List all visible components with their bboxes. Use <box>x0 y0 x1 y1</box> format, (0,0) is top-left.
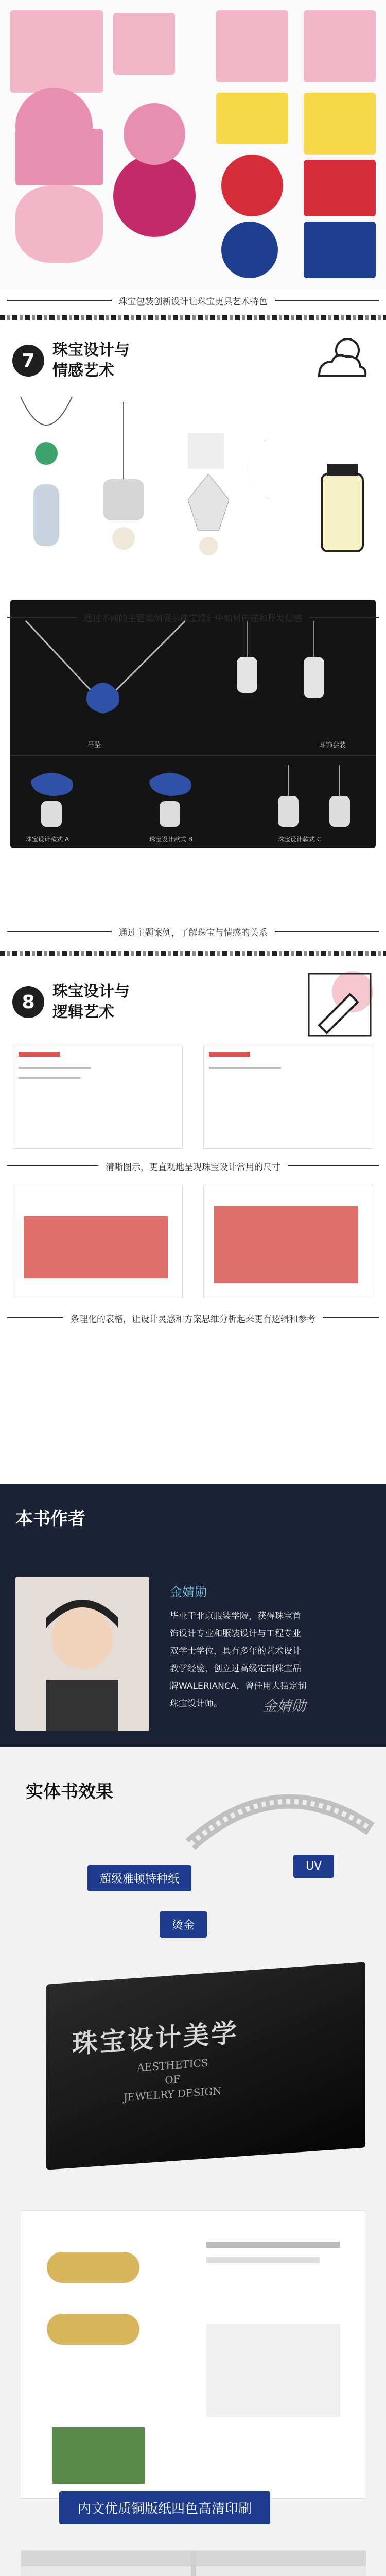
card-yellow <box>216 93 288 144</box>
dark-series <box>21 765 371 832</box>
book-heading: 实体书效果 <box>26 1782 113 1802</box>
tag-paper: 超级雅顿特种纸 <box>87 1865 191 1891</box>
book-spine-view <box>21 2550 365 2576</box>
author-section <box>0 1484 386 1747</box>
chain-divider-2 <box>0 951 386 956</box>
packaging-tray <box>15 129 103 185</box>
cover-subtitle: AESTHETICS OF JEWELRY DESIGN <box>124 2056 222 2104</box>
bag-yellow <box>304 93 376 155</box>
dark-showcase: 吊坠 耳饰套装 珠宝设计款式 A 珠宝设计款式 B 珠宝设计款式 C <box>10 600 376 848</box>
packaging-cat-case <box>15 185 103 263</box>
bag-pink-a <box>216 10 288 82</box>
avatar <box>15 1577 149 1731</box>
dark-earrings <box>226 616 360 734</box>
tin-red <box>221 155 283 216</box>
caption-theme-emotion: 通过不同的主题案例展示珠宝设计中如何传递和抒发情感 <box>0 608 386 626</box>
tag-uv: UV <box>293 1855 334 1878</box>
caption-organized: 条理化的表格，让设计灵感和方案思维分析起来更有逻辑和参考 <box>0 1309 386 1327</box>
packaging-collage <box>0 0 386 289</box>
cover-title: 珠宝设计美学 <box>72 2017 239 2060</box>
bag-red <box>304 160 376 216</box>
dark-necklace <box>21 611 190 734</box>
bag-blue <box>304 222 376 278</box>
pen-icon <box>304 969 376 1041</box>
cloud-sun-icon <box>309 330 371 386</box>
book-spread-1 <box>13 1046 183 1149</box>
tag-foil: 烫金 <box>160 1911 207 1938</box>
author-name: 金婧勋 <box>170 1585 207 1599</box>
jar-icon <box>309 453 376 567</box>
tag-inner-paper: 内文优质铜版纸四色高清印刷 <box>59 2491 270 2524</box>
packaging-card <box>113 13 175 75</box>
caption-clear-illustration: 清晰图示，更直观地呈现珠宝设计常用的尺寸 <box>0 1157 386 1175</box>
chain-divider <box>0 315 386 320</box>
author-photo <box>15 1577 149 1731</box>
bracelet-icon <box>185 1767 376 1860</box>
earring-icon <box>167 412 250 567</box>
author-signature: 金婧勋 <box>262 1698 306 1715</box>
emotion-illustrations <box>0 392 386 598</box>
section-title: 珠宝设计与 情感艺术 <box>52 341 130 380</box>
tin-blue <box>221 222 278 278</box>
book-spread-4 <box>203 1185 373 1298</box>
author-bio: 毕业于北京服装学院，获得珠宝首饰设计专业和服装设计与工程专业双学士学位，具有多年的艺术设计教学经验，创立过高级定制珠宝品牌WALERIANCA，曾任用大猫定制珠宝设计师。 <box>170 1611 307 1709</box>
caption-theme-relation: 通过主题案例，了解珠宝与情感的关系 <box>0 922 386 941</box>
packaging-round-box <box>113 155 196 237</box>
author-heading: 本书作者 <box>15 1509 85 1529</box>
book-spread-3 <box>13 1185 183 1298</box>
bag-pink-b <box>304 10 376 82</box>
book-effect-section <box>0 1747 386 2576</box>
packaging-mirror <box>124 103 185 165</box>
open-book-inner <box>21 2210 365 2499</box>
section-number: 8 <box>12 986 44 1018</box>
section-number: 7 <box>12 345 44 377</box>
book-cover <box>46 1962 365 2170</box>
moon-icon <box>242 433 293 505</box>
necklace-icon <box>15 392 77 562</box>
section-title: 珠宝设计与 逻辑艺术 <box>52 982 130 1021</box>
caption-packaging: 珠宝包装创新设计让珠宝更具艺术特色 <box>0 291 386 310</box>
section-8-header <box>12 981 130 1023</box>
section-7-header <box>12 340 130 381</box>
pendant-icon <box>90 402 157 572</box>
book-spread-2 <box>203 1046 373 1149</box>
packaging-box-pink <box>10 10 103 93</box>
